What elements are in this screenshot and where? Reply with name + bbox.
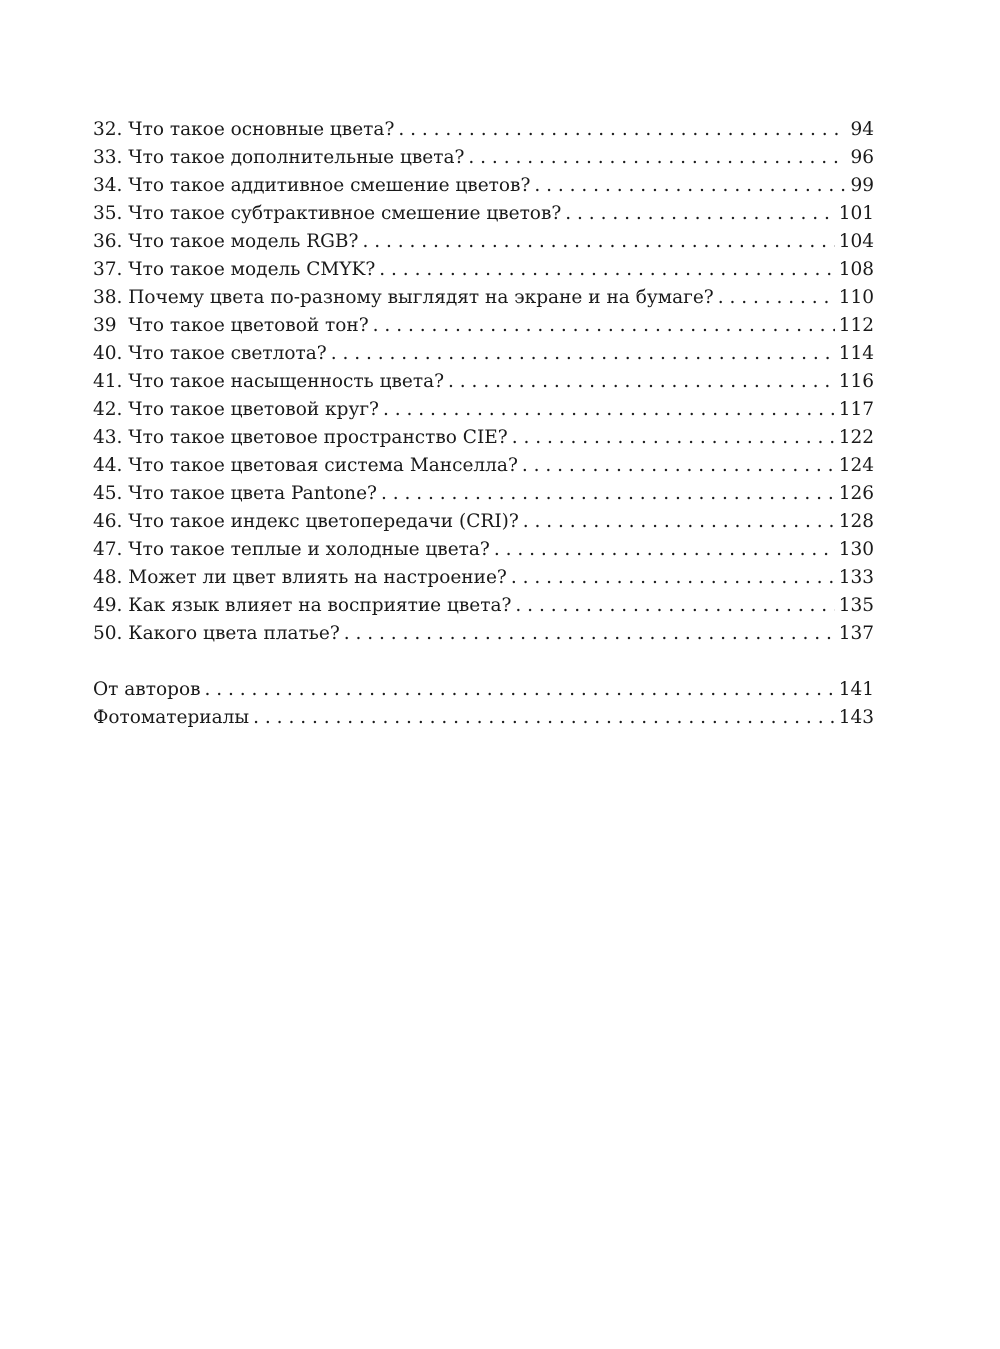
- dot-leader: [362, 228, 834, 256]
- toc-entry-page: 99: [850, 175, 874, 196]
- toc-entry-title: 34. Что такое аддитивное смешение цветов?: [93, 175, 531, 196]
- dot-leader: [523, 508, 835, 536]
- toc-entry-page: 126: [838, 483, 874, 504]
- toc-entry-page: 114: [838, 343, 874, 364]
- toc-entry-page: 128: [838, 511, 874, 532]
- toc-entry-36[interactable]: [93, 228, 874, 256]
- toc-entry-47[interactable]: [93, 536, 874, 564]
- dot-leader: [718, 284, 835, 312]
- toc-entry-42[interactable]: [93, 396, 874, 424]
- toc-entry-38[interactable]: [93, 284, 874, 312]
- toc-entry-page: 112: [838, 315, 874, 336]
- toc-back-matter-list: [93, 676, 874, 732]
- toc-entry-page: 133: [838, 567, 874, 588]
- dot-leader: [373, 312, 835, 340]
- dot-leader: [534, 172, 846, 200]
- toc-entry-40[interactable]: [93, 340, 874, 368]
- toc-entry-37[interactable]: [93, 256, 874, 284]
- toc-entry-page: 101: [838, 203, 874, 224]
- toc-entry-35[interactable]: [93, 200, 874, 228]
- toc-entry-title: 35. Что такое субтрактивное смешение цветов?: [93, 203, 562, 224]
- dot-leader: [383, 396, 835, 424]
- dot-leader: [381, 480, 835, 508]
- dot-leader: [511, 564, 835, 592]
- toc-entry-page: 110: [838, 287, 874, 308]
- toc-entry-page: 141: [838, 679, 874, 700]
- toc-entry-48[interactable]: [93, 564, 874, 592]
- table-of-contents: [93, 116, 874, 732]
- toc-entry-34[interactable]: [93, 172, 874, 200]
- toc-entry-title: 41. Что такое насыщенность цвета?: [93, 371, 445, 392]
- toc-entry-33[interactable]: [93, 144, 874, 172]
- toc-entry-50[interactable]: [93, 620, 874, 648]
- toc-entry-title: 47. Что такое теплые и холодные цвета?: [93, 539, 490, 560]
- toc-entry-41[interactable]: [93, 368, 874, 396]
- toc-entry-page: 122: [838, 427, 874, 448]
- toc-entry-title: Фотоматериалы: [93, 707, 250, 728]
- toc-entry-title: 42. Что такое цветовой круг?: [93, 399, 379, 420]
- toc-entry-45[interactable]: [93, 480, 874, 508]
- toc-entry-title: 48. Может ли цвет влиять на настроение?: [93, 567, 507, 588]
- toc-entry-page: 143: [838, 707, 874, 728]
- toc-questions-list: [93, 116, 874, 648]
- toc-entry-title: 33. Что такое дополнительные цвета?: [93, 147, 465, 168]
- toc-entry-page: 135: [838, 595, 874, 616]
- toc-entry-page: 94: [850, 119, 874, 140]
- toc-entry-title: 44. Что такое цветовая система Манселла?: [93, 455, 518, 476]
- toc-entry-title: 32. Что такое основные цвета?: [93, 119, 395, 140]
- toc-entry-title: 49. Как язык влияет на восприятие цвета?: [93, 595, 512, 616]
- toc-entry-43[interactable]: [93, 424, 874, 452]
- dot-leader: [515, 592, 834, 620]
- toc-entry-title: 37. Что такое модель CMYK?: [93, 259, 376, 280]
- toc-entry-title: 46. Что такое индекс цветопередачи (CRI)?: [93, 511, 519, 532]
- dot-leader: [522, 452, 835, 480]
- toc-entry-page: 130: [838, 539, 874, 560]
- toc-entry-title: 40. Что такое светлота?: [93, 343, 327, 364]
- toc-entry-title: 39 Что такое цветовой тон?: [93, 315, 369, 336]
- dot-leader: [205, 676, 835, 704]
- toc-entry-page: 104: [838, 231, 874, 252]
- toc-entry-44[interactable]: [93, 452, 874, 480]
- toc-entry-title: 38. Почему цвета по-разному выглядят на экране и на бумаге?: [93, 287, 714, 308]
- dot-leader: [494, 536, 835, 564]
- dot-leader: [253, 704, 835, 732]
- dot-leader: [468, 144, 846, 172]
- toc-entry-page: 96: [850, 147, 874, 168]
- dot-leader: [344, 620, 835, 648]
- toc-entry-title: От авторов: [93, 679, 201, 700]
- toc-entry-page: 124: [838, 455, 874, 476]
- dot-leader: [512, 424, 835, 452]
- toc-entry-page: 117: [838, 399, 874, 420]
- toc-entry-title: 36. Что такое модель RGB?: [93, 231, 359, 252]
- dot-leader: [565, 200, 834, 228]
- toc-entry-title: 45. Что такое цвета Pantone?: [93, 483, 377, 504]
- toc-entry-46[interactable]: [93, 508, 874, 536]
- dot-leader: [398, 116, 846, 144]
- dot-leader: [331, 340, 835, 368]
- toc-entry-39[interactable]: [93, 312, 874, 340]
- toc-entry-32[interactable]: [93, 116, 874, 144]
- dot-leader: [448, 368, 835, 396]
- toc-entry-title: 50. Какого цвета платье?: [93, 623, 340, 644]
- toc-entry-from-authors[interactable]: [93, 676, 874, 704]
- toc-entry-page: 116: [838, 371, 874, 392]
- toc-entry-photo-credits[interactable]: [93, 704, 874, 732]
- dot-leader: [379, 256, 834, 284]
- toc-entry-page: 108: [838, 259, 874, 280]
- toc-entry-page: 137: [838, 623, 874, 644]
- toc-entry-49[interactable]: [93, 592, 874, 620]
- toc-entry-title: 43. Что такое цветовое пространство CIE?: [93, 427, 508, 448]
